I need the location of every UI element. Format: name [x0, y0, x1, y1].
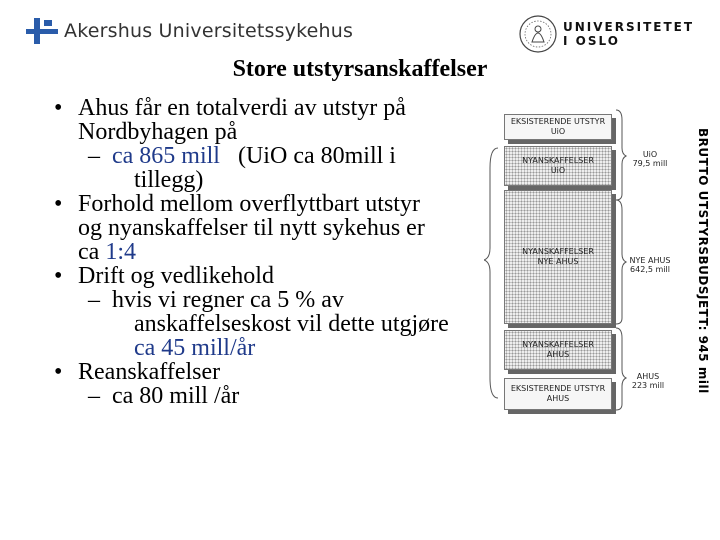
box-label: UiO [550, 127, 566, 136]
sub-bullet-text: (Ui [237, 143, 270, 169]
bullet-item [46, 360, 496, 384]
bullet-list [46, 96, 496, 408]
box-new-ahus [504, 330, 612, 370]
bullet-marker: • [54, 191, 63, 217]
label-value: 79,5 mill [632, 159, 668, 168]
sub-bullet-marker: – [88, 383, 100, 409]
label-nye-ahus-total [624, 256, 676, 274]
left-brace [484, 148, 498, 398]
label-name: NYE AHUS [629, 256, 671, 265]
brace-uio [616, 110, 626, 200]
sub-bullet-marker: – [88, 287, 100, 313]
highlight-value: ca 45 mill/år [134, 335, 256, 361]
uio-line-2: I OSLO [563, 34, 620, 48]
sub-bullet-text: ca 80 mill /år [112, 383, 240, 409]
bullet-text: Drift og vedlikehold [78, 263, 274, 289]
label-name: AHUS [636, 372, 660, 381]
highlight-value: ca 865 mill [112, 143, 220, 169]
sub-bullet-item [46, 144, 496, 192]
gross-budget-label: BRUTTO UTSTYRSBUDSJETT: 945 mill [696, 128, 710, 394]
bullet-text: Reanskaffelser [78, 359, 221, 385]
box-label: UiO [550, 166, 566, 175]
page-title: Store utstyrsanskaffelser [232, 56, 488, 82]
bullet-text: Forhold mellom overflyttbart utstyr [78, 191, 420, 217]
uio-line-1: UNIVERSITETET [563, 20, 695, 34]
bullet-text: og nyanskaffelser til nytt sykehus er [78, 215, 425, 241]
box-label: EKSISTERENDE UTSTYR [510, 384, 606, 393]
sub-bullet-text: anskaffelseskost vil dette utgjøre [134, 311, 449, 337]
label-uio-total [628, 150, 672, 168]
label-name: UiO [642, 150, 658, 159]
box-label: EKSISTERENDE UTSTYR [510, 117, 606, 126]
bullet-marker: • [54, 359, 63, 385]
sub-bullet-item [46, 384, 496, 408]
highlight-value: 1:4 [105, 239, 136, 265]
bullet-text: Ahus får en totalverdi av utstyr på [78, 95, 406, 121]
box-label: NYANSKAFFELSER [522, 247, 594, 256]
bullet-item [46, 192, 496, 264]
box-label: NYANSKAFFELSER [522, 156, 594, 165]
box-label: NYANSKAFFELSER [522, 340, 594, 349]
uio-logo-text [563, 20, 694, 48]
sub-bullet-line [112, 144, 496, 168]
bullet-text: ca [78, 239, 106, 265]
label-ahus-total [626, 372, 670, 390]
box-existing-uio [504, 114, 612, 140]
box-label: AHUS [546, 350, 570, 359]
sub-bullet-text: tillegg) [134, 167, 204, 193]
box-label: AHUS [546, 394, 570, 403]
bullet-item [46, 96, 496, 144]
uio-seal-icon [518, 14, 558, 54]
box-existing-ahus [504, 378, 612, 410]
bullet-marker: • [54, 95, 63, 121]
label-value: 223 mill [631, 381, 665, 390]
bullet-text: Nordbyhagen på [78, 119, 238, 145]
sub-bullet-item [46, 288, 496, 360]
box-label: NYE AHUS [537, 257, 579, 266]
bullet-line [78, 240, 496, 264]
box-new-nye-ahus [504, 190, 612, 324]
ahus-logo-icon [26, 16, 58, 46]
box-new-uio [504, 146, 612, 186]
label-value: 642,5 mill [630, 265, 670, 274]
sub-bullet-text: O ca 80mill i [269, 143, 396, 169]
bullet-marker: • [54, 263, 63, 289]
brace-ahus [616, 328, 626, 410]
ahus-logo-text: Akershus Universitetssykehus [64, 20, 354, 42]
sub-bullet-text: hvis vi regner ca 5 % av [112, 287, 344, 313]
budget-diagram [484, 108, 720, 418]
bullet-item [46, 264, 496, 288]
sub-bullet-marker: – [88, 143, 100, 169]
ahus-logo [26, 16, 353, 46]
